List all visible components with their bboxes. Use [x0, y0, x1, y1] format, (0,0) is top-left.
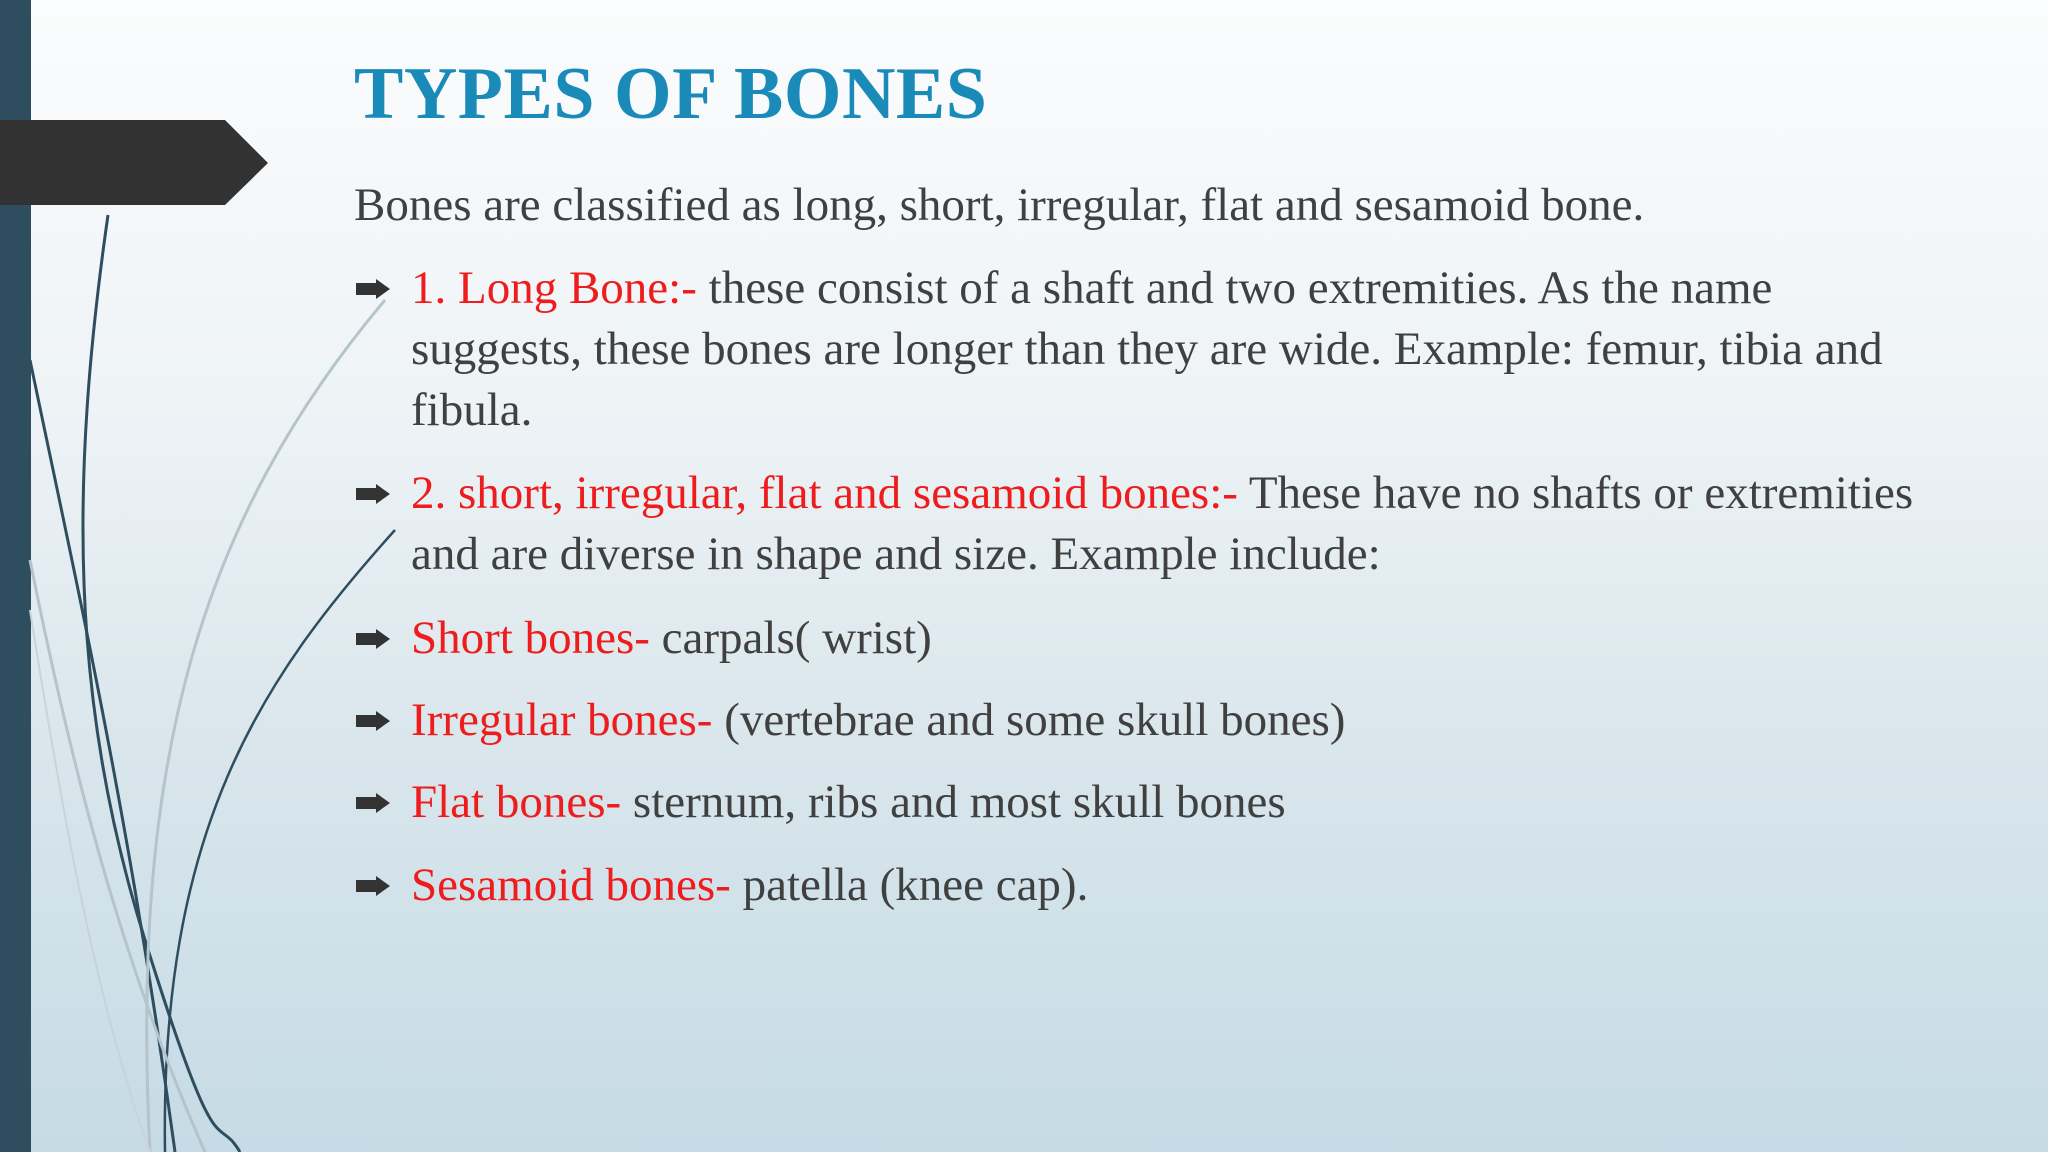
bullet-flat-bones — [354, 772, 1914, 833]
bullet-text — [411, 463, 1914, 585]
bullet-text — [411, 690, 1914, 751]
bullet-label: 2. short, irregular, flat and sesamoid bones:- — [411, 467, 1238, 519]
decor-curve-light-1 — [147, 300, 385, 1152]
bullet-text — [411, 855, 1914, 916]
bullet-text — [411, 772, 1914, 833]
slide-title: TYPES OF BONES — [354, 53, 988, 135]
bullet-label: Flat bones- — [411, 776, 622, 828]
bullet-description: These have no shafts or extremities and are diverse in shape and size. Example include: — [411, 467, 1914, 580]
right-arrow-bullet-icon — [356, 876, 390, 896]
bullet-label: Short bones- — [411, 612, 650, 664]
bullet-sesamoid-bones — [354, 855, 1914, 916]
bullet-long-bone — [354, 258, 1914, 441]
bullet-text — [411, 258, 1914, 441]
bullet-description: sternum, ribs and most skull bones — [621, 776, 1286, 828]
bullet-label: 1. Long Bone:- — [411, 262, 697, 314]
section-tab-shape — [0, 0, 280, 220]
bullet-short-bones — [354, 608, 1914, 669]
right-arrow-bullet-icon — [356, 484, 390, 504]
bullet-label: Sesamoid bones- — [411, 859, 731, 911]
right-arrow-bullet-icon — [356, 711, 390, 731]
right-arrow-bullet-icon — [356, 629, 390, 649]
bullet-text — [411, 608, 1914, 669]
bullet-irregular-bones — [354, 690, 1914, 751]
right-arrow-bullet-icon — [356, 793, 390, 813]
right-arrow-bullet-icon — [356, 279, 390, 299]
bullet-description: carpals( wrist) — [649, 612, 932, 664]
bullet-description: (vertebrae and some skull bones) — [712, 694, 1346, 746]
bullet-other-bones — [354, 463, 1914, 585]
bullet-description: patella (knee cap). — [730, 859, 1089, 911]
bullet-label: Irregular bones- — [411, 694, 713, 746]
slide-content — [354, 0, 1994, 1152]
decor-curve-light-2 — [30, 560, 205, 1152]
intro-text: Bones are classified as long, short, irregular, flat and sesamoid bone. — [354, 179, 1645, 231]
bullet-description: these consist of a shaft and two extremities. As the name suggests, these bones are longer than they are wide. Example: femur, tibia and fibula. — [411, 262, 1883, 436]
